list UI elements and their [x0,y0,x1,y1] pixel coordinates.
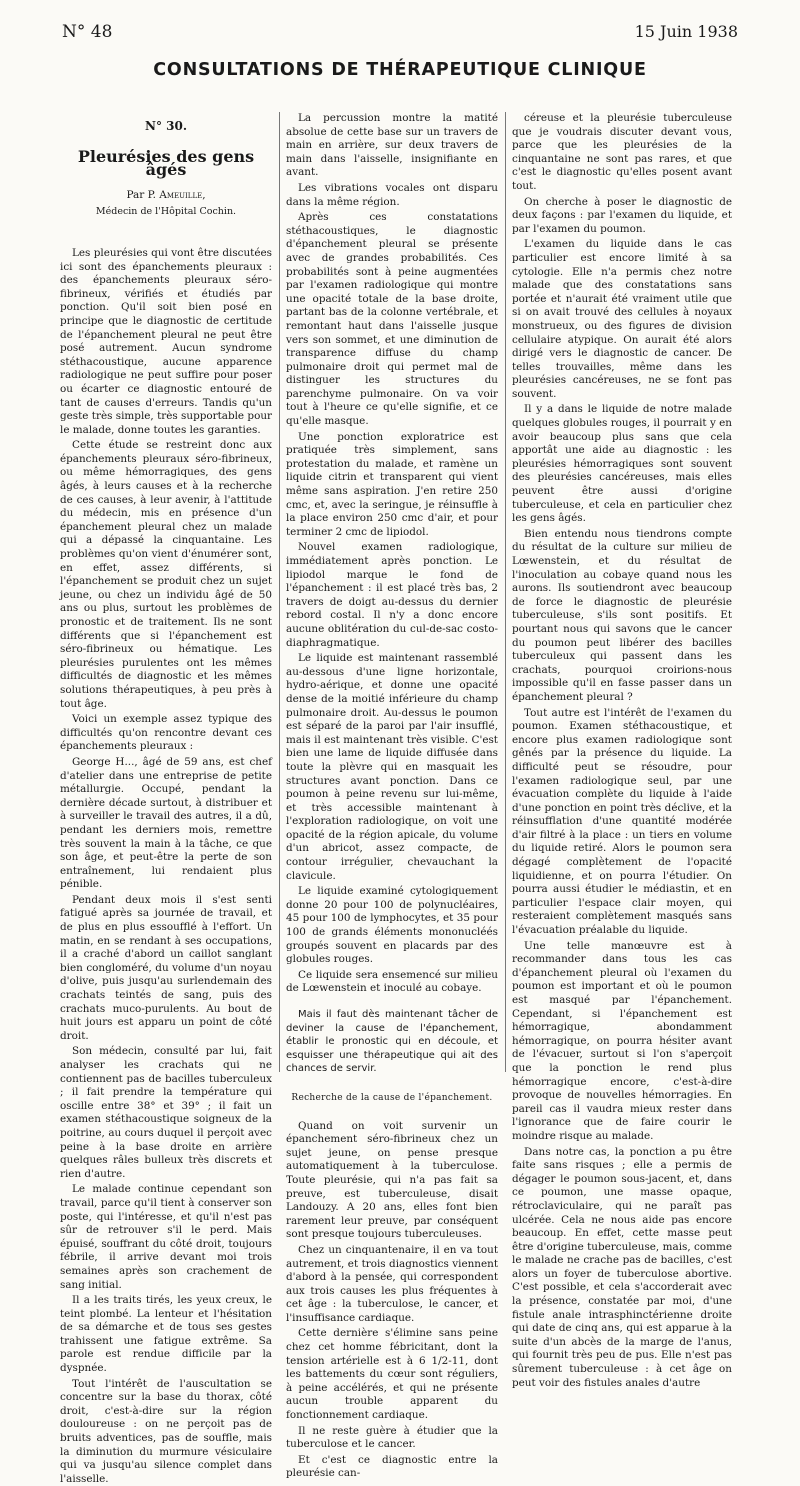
issue-date: 15 Juin 1938 [634,22,738,41]
column-1-body [60,247,272,1486]
column-2 [286,112,498,1480]
paragraph: La percussion montre la matité absolue de cette base sur un travers de main en arrière, sur deux travers de main dans l'aisselle, insignifiante en avant. [286,112,498,179]
column-3-body [512,112,732,1390]
paragraph: Chez un cinquantenaire, il en va tout autrement, et trois diagnostics viennent d'abord à la pensée, qui correspondent aux trois causes les plus fréquentes à cet âge : la tuberculose, le cancer, et l'insuffisance cardiaque. [286,1243,498,1324]
column-2-body-top [286,112,498,996]
author-affiliation: Médecin de l'Hôpital Cochin. [95,206,237,218]
paragraph: Il y a dans le liquide de notre malade quelques globules rouges, il pourrait y en avoir beaucoup plus sans que cela apportât une aide au diagnostic : les pleurésies hémorragiques sont souvent des pleurésies cancéreuses, mais elles peuvent être aussi d'origine tuberculeuse, et cela en particulier chez les gens âgés. [512,403,732,525]
paragraph: Dans notre cas, la ponction a pu être faite sans risques ; elle a permis de dégager le poumon sous-jacent, et, dans ce poumon, une masse opaque, rétroclaviculaire, qui ne paraît pas ulcérée. Cela ne nous aide pas encore beaucoup. En effet, cette masse peut être d'origine tuberculeuse, mais, comme le malade ne crache pas de bacilles, c'est alors un foyer de tuberculose abortive. C'est possible, et cela s'accorderait avec la présence, constatée par moi, d'une fistule anale intrasphinctérienne droite qui date de cinq ans, qui est apparue à la suite d'un abcès de la marge de l'anus, qui fournit très peu de pus. Elle n'est pas sûrement tuberculeuse : à cet âge on peut voir des fistules anales d'autre [512,1145,732,1389]
author-line [60,189,272,203]
author-name: Ameuille, [159,188,206,201]
issue-number: N° 48 [62,22,113,42]
paragraph: Il ne reste guère à étudier que la tuberculose et le cancer. [286,1424,498,1451]
paragraph: Cette dernière s'élimine sans peine chez cet homme fébricitant, dont la tension artérielle est à 6 1/2-11, dont les battements du cœur sont réguliers, à peine accélérés, et qui ne présente aucun trouble apparent du fonctionnement cardiaque. [286,1327,498,1422]
paragraph: Pendant deux mois il s'est senti fatigué après sa journée de travail, et de plus en plus essoufflé à l'effort. Un matin, en se rendant à ses occupations, il a craché d'abord un caillot sanglant bien congloméré, du volume d'un noyau d'olive, puis jusqu'au surlendemain des crachats teintés de sang, puis des crachats muco-purulents. Au bout de huit jours est apparu un point de côté droit. [60,893,272,1042]
journal-title: CONSULTATIONS DE THÉRAPEUTIQUE CLINIQUE [153,60,647,80]
paragraph: Les vibrations vocales ont disparu dans la même région. [286,181,498,208]
paragraph: George H..., âgé de 59 ans, est chef d'atelier dans une entreprise de petite métallurgie. Occupé, pendant la dernière décade surtout, à distribuer et à surveiller le travail des autres, il a dû, pendant les derniers mois, remettre très souvent la main à la tâche, ce que son âge, et peut-être la perte de son entraînement, lui rendaient plus pénible. [60,755,272,891]
article-title: Pleurésies des gens âgés [77,146,255,180]
paragraph: Voici un exemple assez typique des difficultés qu'on rencontre devant ces épanchements pleuraux : [60,713,272,753]
column-1 [60,112,272,1485]
column-3 [512,112,732,1389]
page-header [62,22,738,46]
paragraph: Ce liquide sera ensemencé sur milieu de Lœwenstein et inoculé au cobaye. [286,968,498,995]
article-columns [60,112,740,1485]
article-number: N° 30. [144,119,188,133]
paragraph: Tout autre est l'intérêt de l'examen du poumon. Examen stéthacoustique, et encore plus examen radiologique sont gênés par la présence du liquide. La difficulté peut se résoudre, pour l'examen radiologique seul, par une évacuation complète du liquide à l'aide d'une ponction en point très déclive, et la réinsufflation d'une quantité modérée d'air filtré à la place : un tiers en volume du liquide retiré. Alors le poumon sera dégagé complètement de l'opacité liquidienne, et on pourra l'étudier. On pourra aussi étudier le médiastin, et en particulier l'espace clair moyen, qui resteraient complètement masqués sans l'évacuation préalable du liquide. [512,706,732,937]
paragraph: Après ces constatations stéthacoustiques, le diagnostic d'épanchement pleural se présente avec de grandes probabilités. Ces probabilités sont à peine augmentées par l'examen radiologique qui montre une opacité totale de la base droite, partant bas de la colonne vertébrale, et remontant haut dans l'aisselle jusque vers son sommet, et une diminution de transparence diffuse du champ pulmonaire droit qui permet mal de distinguer les structures du parenchyme pulmonaire. On va voir tout à l'heure ce qu'elle signifie, et ce qu'elle masque. [286,211,498,428]
paragraph: L'examen du liquide dans le cas particulier est encore limité à sa cytologie. Elle n'a permis chez notre malade que des constatations sans portée et n'aurait été vraiment utile que si on avait trouvé des cellules à noyaux monstrueux, ou des figures de division cellulaire atypique. On aurait été alors dirigé vers le diagnostic de cancer. De telles trouvailles, même dans les pleurésies cancéreuses, ne se font pas souvent. [512,238,732,400]
paragraph: Nouvel examen radiologique, immédiatement après ponction. Le lipiodol marque le fond de l'épanchement : il est placé très bas, 2 travers de doigt au-dessus du dernier rebord costal. Il n'y a donc encore aucune oblitération du cul-de-sac costo-diaphragmatique. [286,541,498,649]
paragraph: Le liquide est maintenant rassemblé au-dessous d'une ligne horizontale, hydro-aérique, et donne une opacité dense de la moitié inférieure du champ pulmonaire droit. Au-dessus le poumon est séparé de la paroi par l'air insufflé, mais il est maintenant très visible. C'est bien une lame de liquide diffusée dans toute la plèvre qui en masquait les structures avant ponction. Dans ce poumon à peine revenu sur lui-même, et très accessible maintenant à l'exploration radiologique, on voit une opacité de la région apicale, du volume d'un abricot, assez compacte, de contour irrégulier, chevauchant la clavicule. [286,652,498,882]
column-divider [279,112,280,1072]
paragraph: Une telle manœuvre est à recommander dans tous les cas d'épanchement pleural où l'examen du poumon est important et où le poumon est masqué par l'épanchement. Cependant, si l'épanchement est hémorragique, abondamment hémorragique, on pourra hésiter avant de l'évacuer, surtout si l'on s'aperçoit que la ponction le rend plus hémorragique encore, c'est-à-dire provoque de nouvelles hémorragies. En pareil cas il vaudra mieux rester dans l'ignorance que de faire courir le moindre risque au malade. [512,939,732,1142]
paragraph: Tout l'intérêt de l'auscultation se concentre sur la base du thorax, côté droit, c'est-à-dire sur la région douloureuse : on ne perçoit pas de bruits adventices, pas de souffle, mais la diminution du murmure vésiculaire qui va jusqu'au silence complet dans l'aisselle. [60,1377,272,1485]
column-divider [505,112,506,1072]
paragraph: On cherche à poser le diagnostic de deux façons : par l'examen du liquide, et par l'examen du poumon. [512,195,732,235]
paragraph: Une ponction exploratrice est pratiquée très simplement, sans protestation du malade, et ramène un liquide citrin et transparent qui vient même sans aspiration. J'en retire 250 cmc, et, avec la seringue, je réinsuffle à la place environ 250 cmc d'air, et pour terminer 2 cmc de lipiodol. [286,430,498,538]
paragraph: Il a les traits tirés, les yeux creux, le teint plombé. La lenteur et l'hésitation de sa démarche et de tous ses gestes trahissent une fatigue extrême. Sa parole est rendue difficile par la dyspnée. [60,1294,272,1375]
paragraph: Et c'est ce diagnostic entre la pleurésie can- [286,1453,498,1480]
paragraph: Le malade continue cependant son travail, parce qu'il tient à conserver son poste, qui l'intéresse, et qu'il n'est pas sûr de retrouver s'il le perd. Mais épuisé, souffrant du côté droit, toujours fébrile, il arrive devant moi trois semaines après son crachement de sang initial. [60,1183,272,1291]
paragraph: Quand on voit survenir un épanchement séro-fibrineux chez un sujet jeune, on pense presque automatiquement à la tuberculose. Toute pleurésie, qui n'a pas fait sa preuve, est tuberculeuse, disait Landouzy. A 20 ans, elles font bien rarement leur preuve, par conséquent sont presque toujours tuberculeuses. [286,1119,498,1241]
paragraph: céreuse et la pleurésie tuberculeuse que je voudrais discuter devant vous, parce que les pleurésies de la cinquantaine ne sont pas rares, et que c'est le diagnostic qu'elles posent avant tout. [512,112,732,192]
paragraph: Cette étude se restreint donc aux épanchements pleuraux séro-fibrineux, ou même hémorragiques, des gens âgés, à leurs causes et à la recherche de ces causes, à leur avenir, à l'attitude du médecin, mis en présence d'un épanchement pleural chez un malade qui a dépassé la cinquantaine. Les problèmes qu'on vient d'énumérer sont, en effet, assez différents, si l'épanchement se produit chez un sujet jeune, ou chez un individu âgé de 50 ans ou plus, surtout les problèmes de pronostic et de traitement. Ils ne sont différents que si l'épanchement est séro-fibrineux ou hématique. Les pleurésies purulentes ont les mêmes difficultés de diagnostic et les mêmes solutions thérapeutiques, à peu près à tout âge. [60,439,272,710]
author-prefix: Par P. [126,188,160,201]
paragraph: Son médecin, consulté par lui, fait analyser les crachats qui ne contiennent pas de bacilles tuberculeux ; il fait prendre la température qui oscille entre 38° et 39° ; il fait un examen stéthacoustique soigneux de la poitrine, au cours duquel il perçoit avec peine à la base droite en arrière quelques râles bulleux très discrets et rien d'autre. [60,1045,272,1180]
paragraph: Le liquide examiné cytologiquement donne 20 pour 100 de polynucléaires, 45 pour 100 de lymphocytes, et 35 pour 100 de grands éléments mononucléés groupés souvent en placards par des globules rouges. [286,885,498,966]
paragraph: Les pleurésies qui vont être discutées ici sont des épanchements pleuraux : des épanchements pleuraux séro-fibrineux, vérifiés et étudiés par ponction. Qu'il soit bien posé en principe que le diagnostic de certitude de l'épanchement pleural ne peut être posé autrement. Aucun syndrome stéthacoustique, aucune apparence radiologique ne peut suffire pour poser ou écarter ce diagnostic entouré de tant de causes d'erreurs. Tandis qu'un geste très simple, très supportable pour le malade, donne toutes les garanties. [60,246,272,436]
section-heading: Recherche de la cause de l'épanchement. [291,1092,493,1103]
paragraph: Bien entendu nous tiendrons compte du résultat de la culture sur milieu de Lœwenstein, et du résultat de l'inoculation au cobaye quand nous les aurons. Ils soutiendront avec beaucoup de force le diagnostic de pleurésie tuberculeuse, s'ils sont positifs. Et pourtant nous qui savons que le cancer du poumon peut libérer des bacilles tuberculeux qui passent dans les crachats, pourquoi croirions-nous impossible qu'il en fasse passer dans un épanchement pleural ? [512,527,732,703]
transition-paragraph: Mais il faut dès maintenant tâcher de deviner la cause de l'épanchement, établir le pronostic qui en découle, et esquisser une thérapeutique qui ait des chances de servir. [286,1009,498,1075]
column-2-body-bottom [286,1120,498,1481]
